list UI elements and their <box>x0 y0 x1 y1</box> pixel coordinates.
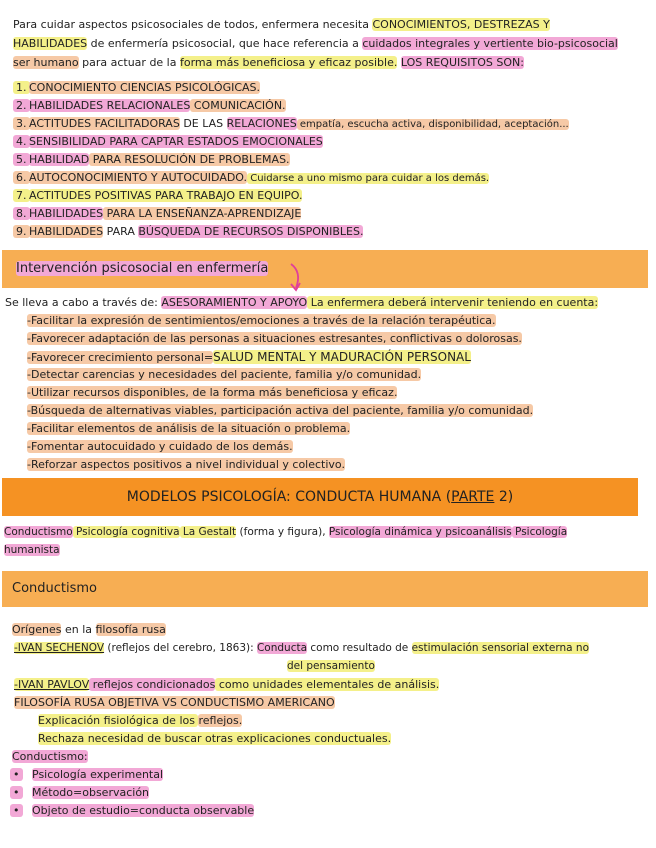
intervencion-item-9 <box>27 456 345 474</box>
sechenov-text: Conducta <box>256 642 308 654</box>
requisito-text: RELACIONES <box>226 117 297 130</box>
requisito-2 <box>13 97 286 115</box>
origenes-text: Orígenes <box>12 623 62 636</box>
curved-arrow-icon <box>288 262 304 294</box>
highlight-cuidados: cuidados integrales y vertiente bio-psicosocial <box>362 37 618 50</box>
item-number: 9. <box>13 225 30 238</box>
highlight-forma: forma más beneficiosa y eficaz posible. <box>179 56 398 69</box>
intervencion-item-7 <box>27 420 350 438</box>
requisito-text: DE LAS <box>179 117 227 130</box>
model-dinamica: Psicología dinámica y psicoanálisis <box>328 526 512 538</box>
conductismo-bullet-3 <box>10 802 254 820</box>
requisito-text: empatía, escucha activa, disponibilidad, aceptación... <box>296 119 569 130</box>
bullet-icon: • <box>10 786 23 799</box>
conductismo-bullet-1 <box>10 766 163 784</box>
lead-text: La enfermera deberá intervenir teniendo en cuenta: <box>307 296 599 309</box>
requisito-text: Cuidarse a uno mismo para cuidar a los demás. <box>247 173 490 184</box>
requisito-text: PARA <box>103 225 139 238</box>
section-title: Intervención psicosocial en enfermería <box>16 261 269 276</box>
list-item: -Utilizar recursos disponibles, de la forma más beneficiosa y eficaz. <box>27 386 398 399</box>
intervencion-item-3 <box>27 348 471 367</box>
model-humanista: humanista <box>4 544 60 556</box>
explicacion-line <box>38 712 242 730</box>
requisito-7 <box>13 187 302 205</box>
requisito-1 <box>13 79 260 97</box>
modelos-line-1 <box>4 523 567 541</box>
bullet-icon: • <box>10 768 23 781</box>
requisito-text: BÚSQUEDA DE RECURSOS DISPONIBLES. <box>138 225 364 238</box>
modelos-line-2 <box>4 541 60 559</box>
list-item: -Detectar carencias y necesidades del paciente, familia y/o comunidad. <box>27 368 422 381</box>
requisito-text: HABILIDADES <box>29 225 104 238</box>
origenes-text: filosofía rusa <box>95 623 166 636</box>
bullet-text: Psicología experimental <box>32 768 164 781</box>
origenes-line <box>12 621 166 639</box>
sechenov-name: -IVAN SECHENOV <box>14 642 105 654</box>
requisito-text: AUTOCONOCIMIENTO Y AUTOCUIDADO. <box>29 171 248 184</box>
item-number: 8. <box>13 207 30 220</box>
intro-text: de enfermería psicosocial, que hace referencia a <box>87 37 363 50</box>
list-item: -Favorecer adaptación de las personas a situaciones estresantes, conflictivas o dolorosas. <box>27 332 522 345</box>
requisito-text: PARA RESOLUCIÓN DE PROBLEMAS. <box>89 153 290 166</box>
list-item: -Reforzar aspectos positivos a nivel individual y colectivo. <box>27 458 345 471</box>
item-number: 5. <box>13 153 30 166</box>
sechenov-line-2 <box>287 657 375 675</box>
highlight-habilidades: HABILIDADES <box>13 37 88 50</box>
conductismo-title: Conductismo <box>12 581 98 596</box>
list-item: -Facilitar elementos de análisis de la situación o problema. <box>27 422 351 435</box>
highlight-asesoramiento: ASESORAMIENTO Y APOYO <box>161 296 308 309</box>
explicacion-text: Explicación fisiológica de los <box>38 714 199 727</box>
requisito-text: ACTITUDES FACILITADORAS <box>29 117 180 130</box>
list-item: -Facilitar la expresión de sentimientos/emociones a través de la relación terapéutica. <box>27 314 496 327</box>
item-number: 4. <box>13 135 30 148</box>
modelos-banner <box>2 478 638 516</box>
title-parte: PARTE <box>451 489 495 505</box>
pavlov-text: reflejos condicionados <box>89 678 216 691</box>
sechenov-text: como resultado de <box>307 642 412 654</box>
pavlov-name: -IVAN PAVLOV <box>14 678 90 691</box>
requisito-6 <box>13 169 489 188</box>
intervencion-item-6 <box>27 402 533 420</box>
conductismo-banner <box>2 571 648 607</box>
requisito-text: PARA LA ENSEÑANZA-APRENDIZAJE <box>103 207 302 220</box>
requisito-4 <box>13 133 323 151</box>
item-number: 2. <box>13 99 30 112</box>
model-humanista: Psicología <box>511 526 568 538</box>
requisito-text: HABILIDADES <box>29 207 104 220</box>
list-item: -Favorecer crecimiento personal= <box>27 351 214 364</box>
conductismo-bullet-2 <box>10 784 149 802</box>
pavlov-text: como unidades elementales de análisis. <box>215 678 440 691</box>
item-number: 6. <box>13 171 30 184</box>
modelos-title <box>2 488 638 506</box>
intro-text: Para cuidar aspectos psicosociales de todos, enfermera necesita <box>13 18 373 31</box>
sechenov-line <box>14 639 589 657</box>
origenes-text: en la <box>61 623 96 636</box>
list-item: -Búsqueda de alternativas viables, participación activa del paciente, familia y/o comunidad. <box>27 404 534 417</box>
highlight-salud-mental: SALUD MENTAL Y MADURACIÓN PERSONAL <box>213 350 471 364</box>
title-text: MODELOS PSICOLOGÍA: CONDUCTA HUMANA ( <box>126 489 452 505</box>
lead-text: Se lleva a cabo a través de: <box>5 296 162 309</box>
rechaza-text: Rechaza necesidad de buscar otras explicaciones conductuales. <box>38 732 392 745</box>
conductismo-label <box>12 748 88 766</box>
intervencion-title <box>16 260 268 278</box>
filosofia-line <box>14 694 335 712</box>
rechaza-line <box>38 730 391 748</box>
item-number: 7. <box>13 189 30 202</box>
model-conductismo: Conductismo <box>4 526 73 538</box>
requisito-text: SENSIBILIDAD PARA CAPTAR ESTADOS EMOCIONALES <box>29 135 323 148</box>
sechenov-text: estimulación sensorial externa no <box>411 642 590 654</box>
intervencion-lead <box>5 294 598 312</box>
requisito-text: HABILIDADES RELACIONALES <box>29 99 191 112</box>
bullet-text: Objeto de estudio=conducta observable <box>32 804 255 817</box>
requisitos-heading: LOS REQUISITOS SON: <box>400 56 524 69</box>
intervencion-item-5 <box>27 384 397 402</box>
intro-line-3 <box>13 54 524 72</box>
model-cognitiva: Psicología cognitiva <box>72 526 180 538</box>
sechenov-text: (reflejos del cerebro, 1863): <box>104 642 257 654</box>
pavlov-line <box>14 676 439 694</box>
model-note: (forma y figura), <box>236 526 329 538</box>
intro-text: para actuar de la <box>78 56 180 69</box>
item-number: 1. <box>13 81 30 94</box>
requisito-text: COMUNICACIÓN. <box>190 99 286 112</box>
requisito-5 <box>13 151 290 169</box>
title-text: 2) <box>494 489 514 505</box>
explicacion-text: reflejos. <box>198 714 243 727</box>
filosofia-text: FILOSOFÍA RUSA OBJETIVA VS CONDUCTISMO AMERICANO <box>14 696 335 709</box>
requisito-text: CONOCIMIENTO CIENCIAS PSICOLÓGICAS. <box>29 81 261 94</box>
conductismo-label-text: Conductismo: <box>12 750 88 763</box>
model-gestalt: La Gestalt <box>179 526 237 538</box>
requisito-9 <box>13 223 363 241</box>
requisito-3 <box>13 115 569 134</box>
highlight-conocimientos: CONOCIMIENTOS, DESTREZAS Y <box>372 18 550 31</box>
intervencion-item-4 <box>27 366 421 384</box>
highlight-ser-humano: ser humano <box>13 56 79 69</box>
bullet-icon: • <box>10 804 23 817</box>
item-number: 3. <box>13 117 30 130</box>
requisito-text: ACTITUDES POSITIVAS PARA TRABAJO EN EQUIPO. <box>29 189 303 202</box>
sechenov-text: del pensamiento <box>287 660 375 672</box>
intro-line-1 <box>13 16 550 34</box>
requisito-text: HABILIDAD <box>29 153 90 166</box>
intervencion-item-1 <box>27 312 496 330</box>
requisito-8 <box>13 205 301 223</box>
list-item: -Fomentar autocuidado y cuidado de los demás. <box>27 440 293 453</box>
intervencion-item-8 <box>27 438 293 456</box>
intervencion-item-2 <box>27 330 522 348</box>
intro-line-2 <box>13 35 618 53</box>
bullet-text: Método=observación <box>32 786 150 799</box>
intervencion-banner <box>2 250 648 288</box>
